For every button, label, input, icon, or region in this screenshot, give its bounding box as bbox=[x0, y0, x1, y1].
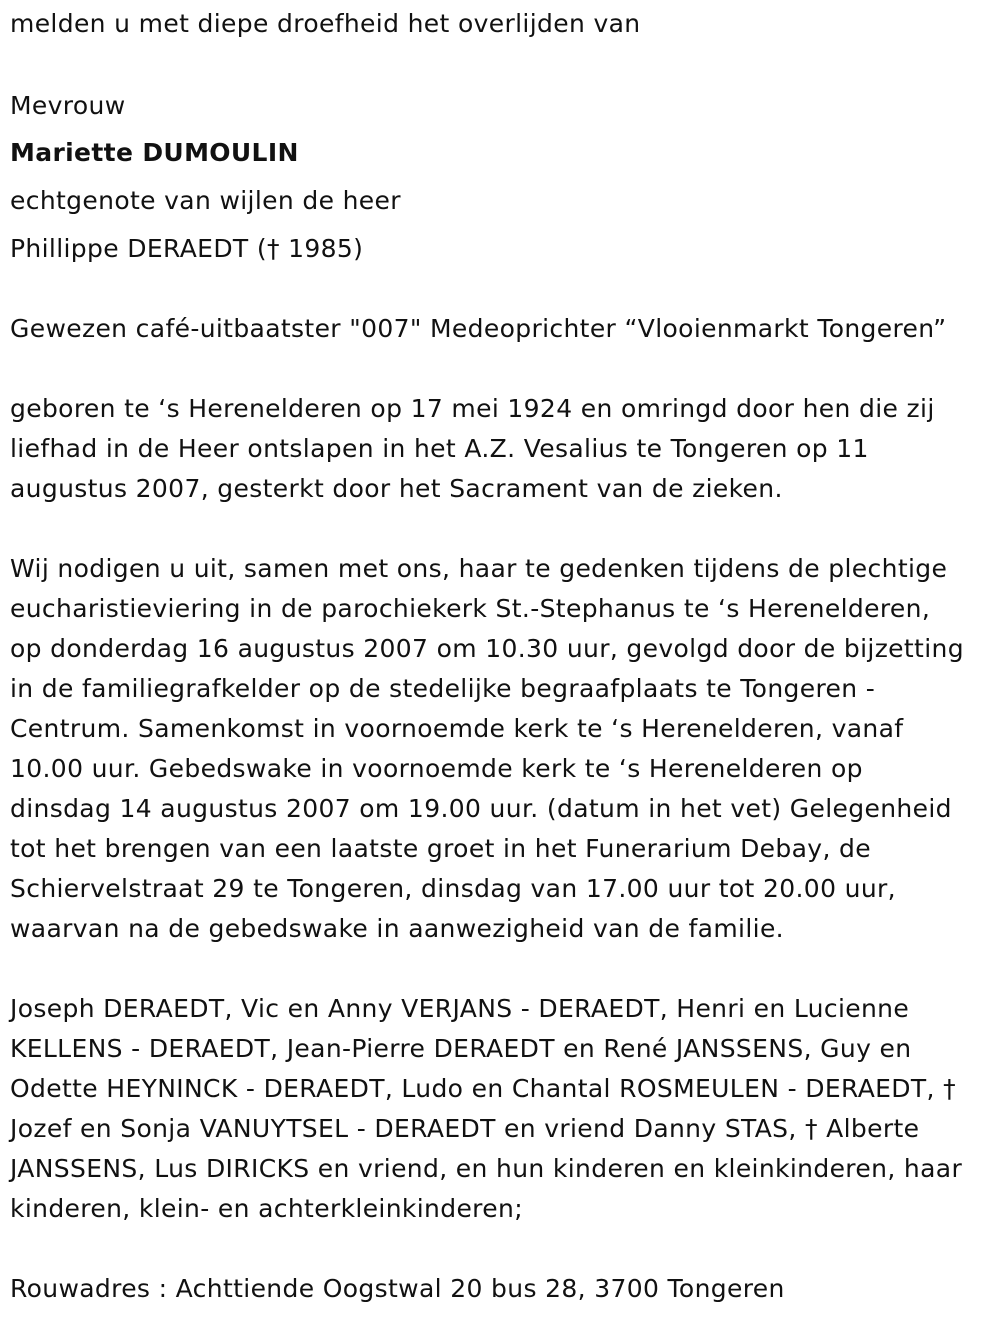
honorific: Mevrouw bbox=[10, 91, 126, 120]
family-paragraph bbox=[10, 989, 992, 1229]
paragraph-line: op donderdag 16 augustus 2007 om 10.30 uur, gevolgd door de bijzetting bbox=[10, 634, 964, 663]
paragraph-line: tot het brengen van een laatste groet in het Funerarium Debay, de bbox=[10, 834, 871, 863]
deceased-name: Mariette DUMOULIN bbox=[10, 138, 299, 167]
paragraph-line: 10.00 uur. Gebedswake in voornoemde kerk te ‘s Herenelderen op bbox=[10, 754, 863, 783]
paragraph-line: augustus 2007, gesterkt door het Sacrament van de zieken. bbox=[10, 474, 783, 503]
paragraph-line: Wij nodigen u uit, samen met ons, haar te gedenken tijdens de plechtige bbox=[10, 554, 948, 583]
paragraph-line: Schiervelstraat 29 te Tongeren, dinsdag van 17.00 uur tot 20.00 uur, bbox=[10, 874, 896, 903]
spouse-intro: echtgenote van wijlen de heer bbox=[10, 186, 401, 215]
paragraph-line: in de familiegrafkelder op de stedelijke begraafplaats te Tongeren - bbox=[10, 674, 876, 703]
ceremony-paragraph bbox=[10, 549, 992, 949]
paragraph-line: Joseph DERAEDT, Vic en Anny VERJANS - DERAEDT, Henri en Lucienne bbox=[10, 994, 910, 1023]
paragraph-line: Odette HEYNINCK - DERAEDT, Ludo en Chantal ROSMEULEN - DERAEDT, † bbox=[10, 1074, 956, 1103]
birth-death-paragraph bbox=[10, 389, 992, 509]
paragraph-line: KELLENS - DERAEDT, Jean-Pierre DERAEDT en René JANSSENS, Guy en bbox=[10, 1034, 912, 1063]
mourning-address: Rouwadres : Achttiende Oogstwal 20 bus 28, 3700 Tongeren bbox=[10, 1274, 785, 1303]
paragraph-line: Jozef en Sonja VANUYTSEL - DERAEDT en vriend Danny STAS, † Alberte bbox=[10, 1114, 920, 1143]
paragraph-line: liefhad in de Heer ontslapen in het A.Z. Vesalius te Tongeren op 11 bbox=[10, 434, 869, 463]
paragraph-line: dinsdag 14 augustus 2007 om 19.00 uur. (datum in het vet) Gelegenheid bbox=[10, 794, 952, 823]
intro-line: melden u met diepe droefheid het overlijden van bbox=[10, 9, 641, 38]
paragraph-line: kinderen, klein- en achterkleinkinderen; bbox=[10, 1194, 523, 1223]
paragraph-line: geboren te ‘s Herenelderen op 17 mei 1924 en omringd door hen die zij bbox=[10, 394, 935, 423]
paragraph-line: eucharistieviering in de parochiekerk St.-Stephanus te ‘s Herenelderen, bbox=[10, 594, 931, 623]
paragraph-line: Centrum. Samenkomst in voornoemde kerk te ‘s Herenelderen, vanaf bbox=[10, 714, 904, 743]
paragraph-line: JANSSENS, Lus DIRICKS en vriend, en hun kinderen en kleinkinderen, haar bbox=[10, 1154, 963, 1183]
spouse-name: Phillippe DERAEDT († 1985) bbox=[10, 234, 364, 263]
occupation-line: Gewezen café-uitbaatster "007" Medeoprichter “Vlooienmarkt Tongeren” bbox=[10, 314, 947, 343]
paragraph-line: waarvan na de gebedswake in aanwezigheid van de familie. bbox=[10, 914, 784, 943]
